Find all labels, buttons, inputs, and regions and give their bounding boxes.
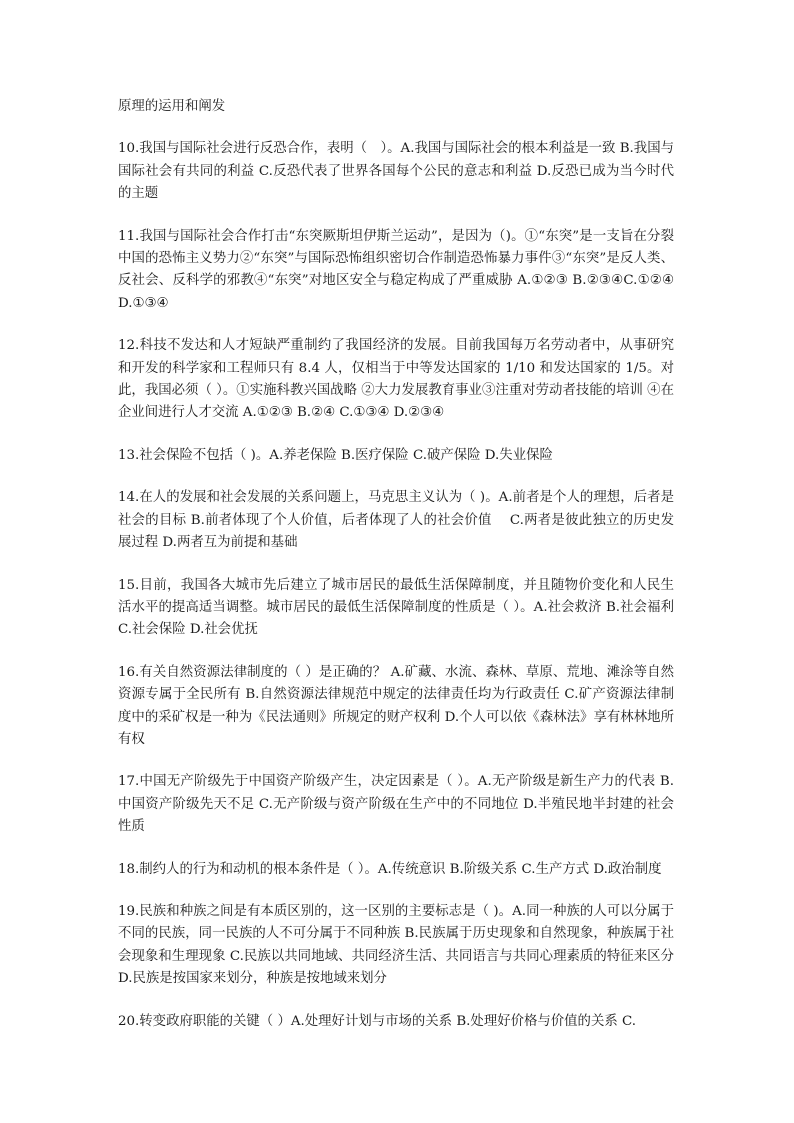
question-14: 14.在人的发展和社会发展的关系问题上，马克思主义认为（ )。A.前者是个人的理想，后者是社会的目标 B.前者体现了个人价值，后者体现了人的社会价值 C.两者是彼此独立的历史发展过程 D.两者互为前提和基础 — [118, 490, 674, 551]
question-10: 10.我国与国际社会进行反恐合作，表明（ ）。A.我国与国际社会的根本利益是一致 B.我国与国际社会有共同的利益 C.反恐代表了世界各国每个公民的意志和利益 D.反恐已成为当今时代的主题 — [118, 141, 674, 202]
question-12: 12.科技不发达和人才短缺严重制约了我国经济的发展。目前我国每万名劳动者中，从事研究和开发的科学家和工程师只有 8.4 人，仅相当于中等发达国家的 1/10 和发达国家的 1/5。对此，我国必须（ ）。①实施科教兴国战略 ②大力发展教育事业③注重对劳动者技能的培训 ④在企业间进行人才交流 A.①②③ B.②④ C.①③④ D.②③④ — [118, 338, 674, 421]
question-11: 11.我国与国际社会合作打击“东突厥斯坦伊斯兰运动”，是因为（)。①“东突”是一支旨在分裂中国的恐怖主义势力②“东突”与国际恐怖组织密切合作制造恐怖暴力事件③“东突”是反人类、反社会、反科学的邪教④“东突”对地区安全与稳定构成了严重威胁 A.①②③ B.②③④C.①②④ D.①③④ — [118, 228, 679, 311]
question-20: 20.转变政府职能的关键（ ）A.处理好计划与市场的关系 B.处理好价格与价值的关系 C. — [118, 1013, 637, 1029]
question-15: 15.目前，我国各大城市先后建立了城市居民的最低生活保障制度，并且随物价变化和人民生活水平的提高适当调整。城市居民的最低生活保障制度的性质是（ ）。A.社会救济 B.社会福利 C.社会保险 D.社会优抚 — [118, 577, 679, 638]
question-16: 16.有关自然资源法律制度的（ ）是正确的？ A.矿藏、水流、森林、草原、荒地、滩涂等自然资源专属于全民所有 B.自然资源法律规范中规定的法律责任均为行政责任 C.矿产资源法律制度中的采矿权是一种为《民法通则》所规定的财产权利 D.个人可以依《森林法》享有林林地所有权 — [118, 664, 674, 747]
question-19: 19.民族和种族之间是有本质区别的，这一区别的主要标志是（ )。A.同一种族的人可以分属于不同的民族，同一民族的人不可分属于不同种族 B.民族属于历史现象和自然现象，种族属于社会现象和生理现象 C.民族以共同地域、共同经济生活、共同语言与共同心理素质的特征来区分 D.民族是按国家来划分，种族是按地域来划分 — [118, 903, 679, 987]
section-intro-text: 原理的运用和阐发 — [118, 99, 226, 114]
question-17: 17.中国无产阶级先于中国资产阶级产生，决定因素是（ ）。A.无产阶级是新生产力的代表 B.中国资产阶级先天不足 C.无产阶级与资产阶级在生产中的不同地位 D.半殖民地半封建的社会性质 — [118, 774, 674, 835]
question-13: 13.社会保险不包括（ )。A.养老保险 B.医疗保险 C.破产保险 D.失业保险 — [118, 447, 553, 463]
question-18: 18.制约人的行为和动机的根本条件是（ ）。A.传统意识 B.阶级关系 C.生产方式 D.政治制度 — [118, 861, 662, 877]
document-page — [118, 96, 679, 1053]
